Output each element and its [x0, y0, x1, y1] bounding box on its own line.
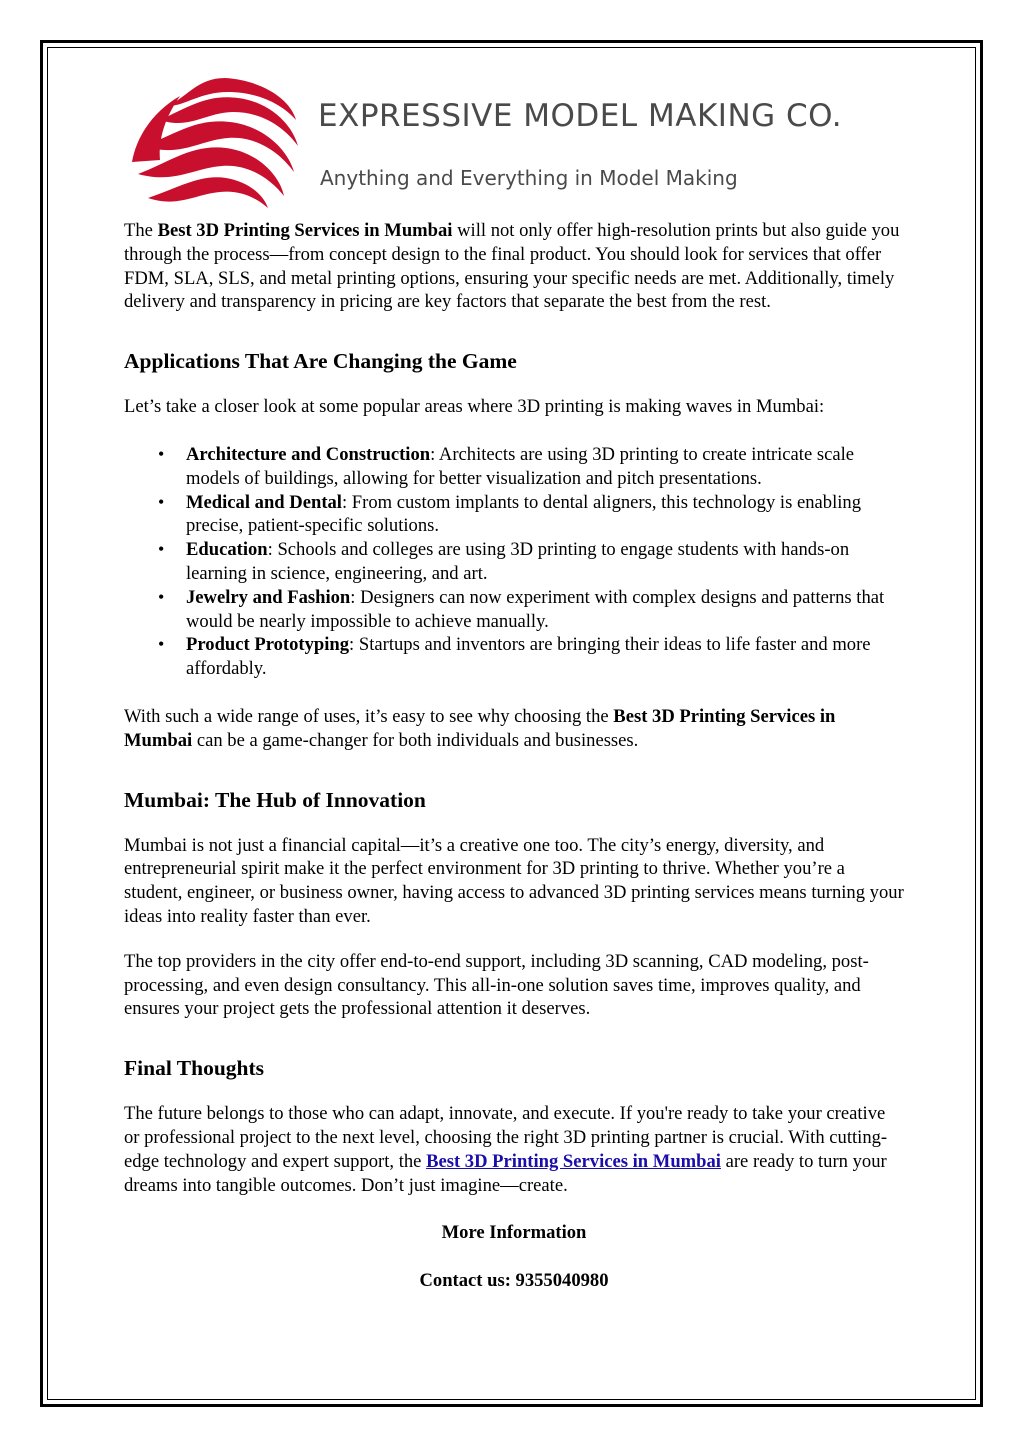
list-item	[186, 491, 904, 539]
list-item	[186, 586, 904, 634]
heading-hub: Mumbai: The Hub of Innovation	[124, 787, 426, 812]
intro-text-start: The	[124, 220, 158, 241]
closing-text-start: With such a wide range of uses, it’s easy to see why choosing the	[124, 705, 614, 727]
list-item-term: Architecture and Construction	[186, 443, 431, 465]
article-body	[124, 219, 904, 1293]
list-item-term: Education	[186, 539, 268, 561]
closing-text-end: can be a game-changer for both individuals and businesses.	[192, 729, 639, 751]
intro-keyword: Best 3D Printing Services in Mumbai	[157, 220, 453, 241]
heading-applications: Applications That Are Changing the Game	[124, 349, 517, 374]
applications-list	[124, 443, 904, 681]
final-paragraph	[124, 1102, 904, 1197]
company-tagline: Anything and Everything in Model Making	[320, 166, 738, 190]
intro-paragraph	[124, 219, 904, 314]
list-item-text: : Designers can now experiment with complex designs and patterns that would be nearly impossible to achieve manually.	[186, 586, 885, 632]
hub-paragraph-1: Mumbai is not just a financial capital—it’s a creative one too. The city’s energy, diversity, and entrepreneurial spirit make it the perfect environment for 3D printing to thrive. Whether you’re a student, engineer, or business owner, having access to advanced 3D printing services means turning your ideas into reality faster than ever.	[124, 834, 904, 927]
wave-logo-icon	[130, 72, 305, 212]
list-item-term: Medical and Dental	[186, 491, 342, 513]
services-link[interactable]: Best 3D Printing Services in Mumbai	[426, 1150, 721, 1172]
list-item	[186, 633, 904, 681]
list-item-text: : Startups and inventors are bringing their ideas to life faster and more affordably.	[186, 634, 871, 680]
contact-info: Contact us: 9355040980	[419, 1270, 609, 1292]
list-item-term: Jewelry and Fashion	[186, 586, 351, 608]
company-name: EXPRESSIVE MODEL MAKING CO.	[318, 98, 843, 134]
list-item-text: : From custom implants to dental aligners, this technology is enabling precise, patient-specific solutions.	[186, 491, 861, 537]
applications-lead: Let’s take a closer look at some popular areas where 3D printing is making waves in Mumbai:	[124, 396, 825, 418]
list-item	[186, 443, 904, 491]
hub-paragraph-2: The top providers in the city offer end-to-end support, including 3D scanning, CAD modeling, post-processing, and even design consultancy. This all-in-one solution saves time, improves quality, and ensures your project gets the professional attention it deserves.	[124, 950, 869, 1020]
more-information-label: More Information	[441, 1222, 587, 1244]
list-item-term: Product Prototyping	[186, 634, 350, 656]
applications-closing	[124, 705, 904, 753]
final-text-start: The future belongs to those who can adapt, innovate, and execute. If you're ready to take your creative or professional project to the next level, choosing the right 3D printing partner is crucial. With cutting-edge technology and expert support, the	[124, 1103, 888, 1172]
heading-final-thoughts: Final Thoughts	[124, 1056, 265, 1081]
list-item-text: : Schools and colleges are using 3D printing to engage students with hands-on learning in science, engineering, and art.	[186, 539, 850, 584]
company-logo	[130, 72, 910, 212]
intro-text-end: will not only offer high-resolution prints but also guide you through the process—from concept design to the final product. You should look for services that offer FDM, SLA, SLS, and metal printing options, ensuring your specific needs are met. Additionally, timely delivery and transparency in pricing are key factors that separate the best from the rest.	[124, 220, 900, 313]
final-text-end: are ready to turn your dreams into tangible outcomes. Don’t just imagine—create.	[124, 1150, 887, 1196]
closing-keyword: Best 3D Printing Services in Mumbai	[124, 705, 836, 751]
list-item	[186, 538, 904, 586]
list-item-text: : Architects are using 3D printing to create intricate scale models of buildings, allowing for better visualization and pitch presentations.	[186, 443, 855, 489]
